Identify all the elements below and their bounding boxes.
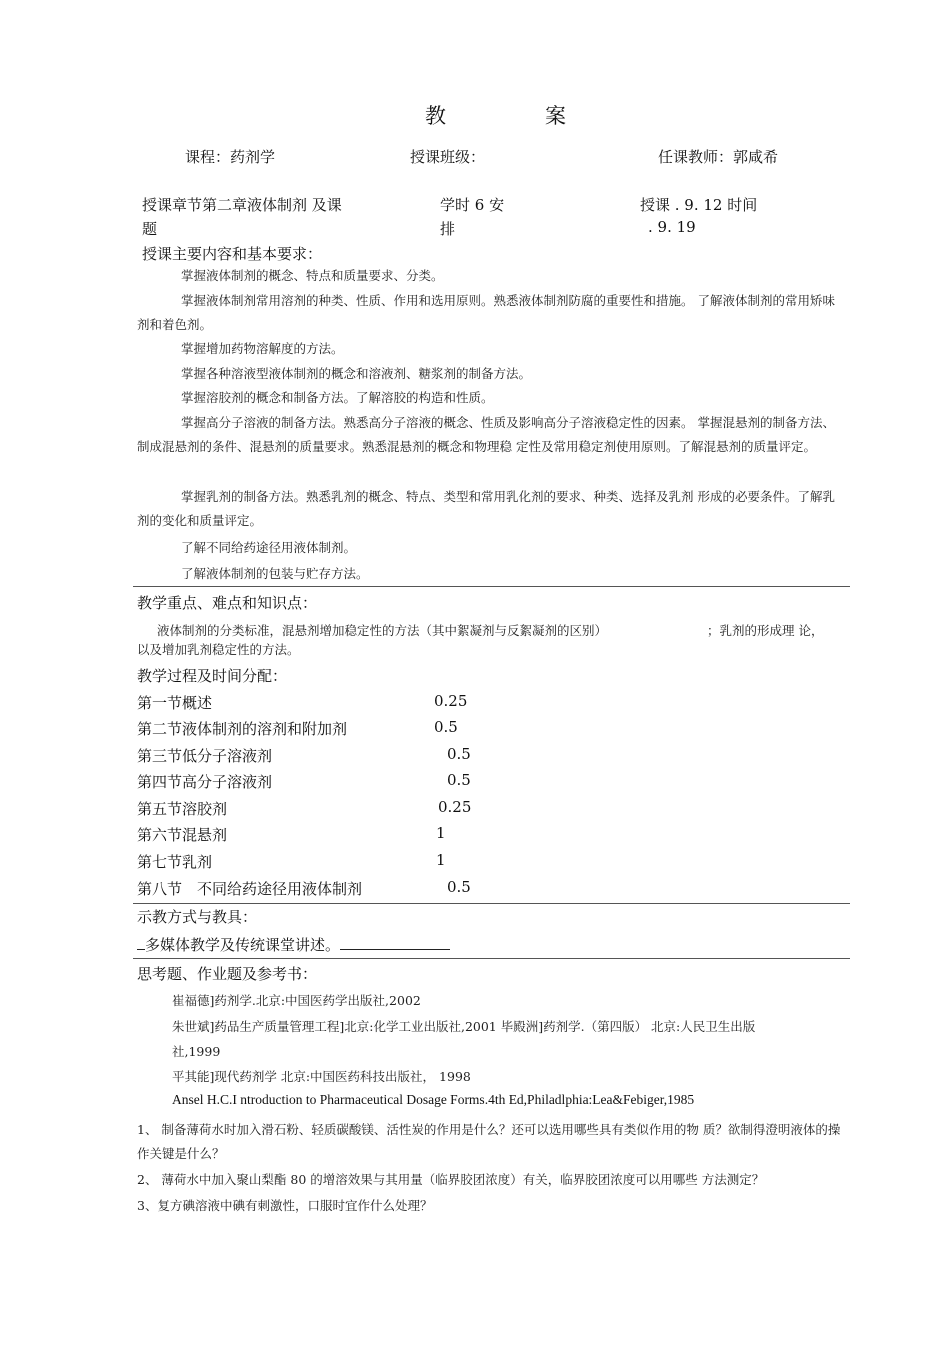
content-text: 掌握溶胶剂的概念和制备方法。了解溶胶的构造和性质。 (181, 390, 494, 405)
method-line (137, 934, 450, 955)
hours-line2: 排 (440, 220, 456, 238)
homework-heading: 思考题、作业题及参考书： (137, 965, 318, 983)
content-item (137, 485, 842, 533)
method-text: 多媒体教学及传统课堂讲述。 (145, 936, 341, 954)
divider (133, 958, 850, 959)
process-section: 第一节概述 (137, 694, 213, 712)
divider (133, 586, 850, 587)
content-item (137, 386, 842, 410)
process-time: 0.5 (434, 718, 458, 736)
process-time: 0.5 (447, 771, 471, 789)
content-item (137, 289, 842, 337)
process-section: 第六节混悬剂 (137, 826, 228, 844)
process-time: 0.5 (447, 745, 471, 763)
class-label: 授课班级： (410, 148, 486, 166)
reference-item: 平其能]现代药剂学 北京:中国医药科技出版社， 1998 (172, 1069, 471, 1084)
reference-item: 社,1999 (172, 1044, 221, 1059)
time-line1: 授课 . 9. 12 时间 (640, 196, 758, 214)
content-text: 掌握高分子溶液的制备方法。熟悉高分子溶液的概念、性质及影响高分子溶液稳定性的因素。 掌握混悬剂的制备方法、制成混悬剂的条件、混悬剂的质量要求。熟悉混悬剂的概念和物理稳 定性及常用稳定剂使用原则。了解混悬剂的质量评定。 (137, 415, 835, 454)
chapter-line2: 题 (142, 220, 158, 238)
content-text: 掌握液体制剂常用溶剂的种类、性质、作用和选用原则。熟悉液体制剂防腐的重要性和措施。 了解液体制剂的常用矫味剂和着色剂。 (137, 293, 835, 332)
content-heading: 授课主要内容和基本要求： (142, 245, 323, 263)
title-right-char: 案 (545, 104, 567, 128)
hours-line1: 学时 6 安 (440, 196, 505, 214)
method-underline-left (137, 935, 145, 950)
key-text-part2: ；乳剂的形成理 论， (707, 623, 824, 638)
process-heading: 教学过程及时间分配： (137, 667, 288, 685)
chapter-line1: 授课章节第二章液体制剂 及课 (142, 196, 342, 214)
process-time: 0.25 (438, 798, 472, 816)
question-item: 2、 薄荷水中加入聚山梨酯 80 的增溶效果与其用量（临界胶团浓度）有关，临界胶团浓度可以用哪些 方法测定？ (137, 1172, 765, 1187)
process-time: 1 (436, 851, 446, 869)
key-text-part1: 液体制剂的分类标准，混悬剂增加稳定性的方法（其中絮凝剂与反絮凝剂的区别） (157, 623, 608, 638)
method-underline-right (340, 935, 450, 950)
content-item (137, 264, 842, 288)
reference-item: 崔福德]药剂学.北京:中国医药学出版社,2002 (172, 993, 421, 1008)
teacher-label: 任课教师：郭咸希 (658, 148, 779, 166)
content-text: 了解不同给药途径用液体制剂。 (181, 540, 357, 555)
process-section: 第三节低分子溶液剂 (137, 747, 273, 765)
process-section: 第七节乳剂 (137, 853, 213, 871)
reference-item: 朱世斌]药品生产质量管理工程]北京:化学工业出版社,2001 毕殿洲]药剂学.（第四版） 北京:人民卫生出版 (172, 1019, 756, 1034)
content-item (137, 411, 842, 459)
divider (133, 903, 850, 904)
question-item: 1、 制备薄荷水时加入滑石粉、轻质碳酸镁、活性炭的作用是什么？还可以选用哪些具有类似作用的物 质？欲制得澄明液体的操作关键是什么？ (137, 1122, 841, 1161)
process-section: 第四节高分子溶液剂 (137, 773, 273, 791)
content-item (137, 562, 842, 586)
title-left-char: 教 (425, 104, 447, 128)
reference-item-english: Ansel H.C.I ntroduction to Pharmaceutical Dosage Forms.4th Ed,Philadlphia:Lea&Febiger,1985 (172, 1092, 695, 1107)
content-item (137, 536, 842, 560)
key-text-line2: 以及增加乳剂稳定性的方法。 (137, 642, 300, 657)
time-line2: . 9. 19 (648, 218, 696, 236)
question-item: 3、复方碘溶液中碘有刺激性，口服时宜作什么处理？ (137, 1198, 433, 1213)
process-time: 0.25 (434, 692, 468, 710)
method-heading: 示教方式与教具： (137, 908, 258, 926)
content-text: 掌握各种溶液型液体制剂的概念和溶液剂、糖浆剂的制备方法。 (181, 366, 532, 381)
process-section: 第五节溶胶剂 (137, 800, 228, 818)
process-time: 0.5 (447, 878, 471, 896)
key-heading: 教学重点、难点和知识点： (137, 594, 318, 612)
process-section: 第八节 不同给药途径用液体制剂 (137, 880, 363, 898)
content-text: 掌握乳剂的制备方法。熟悉乳剂的概念、特点、类型和常用乳化剂的要求、种类、选择及乳剂 形成的必要条件。了解乳剂的变化和质量评定。 (137, 489, 835, 528)
process-time: 1 (436, 824, 446, 842)
content-text: 掌握增加药物溶解度的方法。 (181, 341, 344, 356)
content-text: 掌握液体制剂的概念、特点和质量要求、分类。 (181, 268, 444, 283)
course-label: 课程：药剂学 (185, 148, 276, 166)
content-text: 了解液体制剂的包装与贮存方法。 (181, 566, 369, 581)
process-section: 第二节液体制剂的溶剂和附加剂 (137, 720, 348, 738)
content-item (137, 337, 842, 361)
content-item (137, 362, 842, 386)
